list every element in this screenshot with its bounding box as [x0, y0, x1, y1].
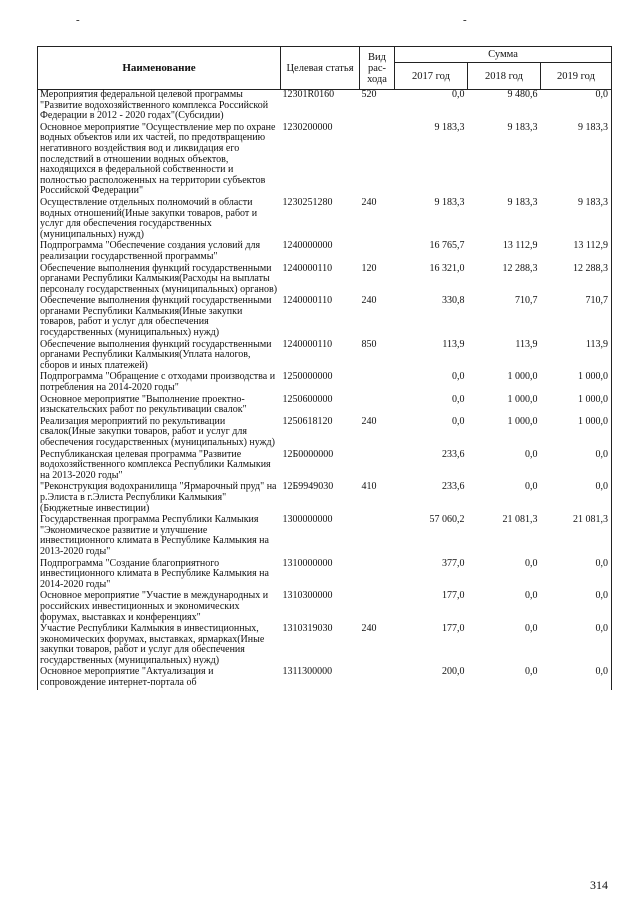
row-name: Осуществление отдельных полномочий в области водных отношений(Иные закупки товаров, работ и услуг для обеспечения государственных (муниципальных) нужд)	[38, 198, 281, 241]
header-name: Наименование	[38, 47, 281, 90]
row-target: 1310300000	[282, 590, 333, 602]
row-name: Участие Республики Калмыкия в инвестиционных, экономических форумах, выставках, ярмарках(Иные закупки товаров, работ и услуг для обеспечения государственных (муниципальных) нужд)	[38, 624, 281, 667]
row-vid: 520	[361, 89, 377, 100]
row-amount-2017: 233,6	[442, 481, 465, 493]
table-row	[38, 450, 612, 483]
header-year-2019: 2019 год	[541, 63, 612, 90]
row-amount-2018: 0,0	[525, 557, 538, 569]
row-amount-2017: 177,0	[442, 590, 465, 602]
row-target: 1311300000	[282, 666, 333, 678]
row-target: 12Б9949030	[282, 481, 334, 493]
row-amount-2018: 1 000,0	[507, 415, 538, 427]
row-vid: 120	[361, 262, 377, 274]
top-mark-right: -	[463, 14, 467, 26]
row-vid	[360, 559, 395, 592]
row-amount-2018: 0,0	[525, 590, 538, 602]
row-name: Реализация мероприятий по рекультивации свалок(Иные закупки товаров, работ и услуг для обеспечения государственных (муниципальных) нужд)	[38, 417, 281, 450]
row-name: Основное мероприятие "Актуализация и сопровождение интернет-портала об	[38, 667, 281, 689]
row-amount-2019: 0,0	[541, 482, 612, 515]
row-name: Обеспечение выполнения функций государственными органами Республики Калмыкия(Иные закупки товаров, работ и услуг для обеспечения государственных (муниципальных) нужд)	[38, 296, 281, 339]
row-amount-2017: 177,0	[442, 623, 465, 635]
row-amount-2017: 0,0	[452, 89, 465, 100]
row-amount-2017: 0,0	[452, 393, 465, 405]
row-vid	[360, 667, 395, 689]
page-number: 314	[590, 878, 608, 892]
row-target: 1230251280	[282, 196, 333, 208]
row-name: Основное мероприятие "Участие в международных и российских инвестиционных и экономических форумах, выставках и конференциях"	[38, 591, 281, 624]
row-name: "Реконструкция водохранилища "Ярмарочный пруд" на р.Элиста в г.Элиста Республики Калмыкия"(Бюджетные инвестиции)	[38, 482, 281, 515]
row-amount-2018: 0,0	[525, 448, 538, 460]
row-amount-2017: 9 183,3	[434, 196, 465, 208]
table-row	[38, 340, 612, 373]
table-body	[38, 90, 612, 690]
row-amount-2019: 1 000,0	[541, 372, 612, 394]
table-row	[38, 296, 612, 339]
table-row	[38, 198, 612, 241]
row-target: 1230200000	[282, 121, 333, 133]
row-amount-2019: 1 000,0	[541, 417, 612, 450]
table-row	[38, 123, 612, 198]
row-target: 12Б0000000	[282, 448, 334, 460]
row-amount-2019: 0,0	[541, 591, 612, 624]
row-amount-2018: 113,9	[515, 338, 538, 350]
header-vid: Вид рас-хода	[360, 47, 395, 90]
row-amount-2017: 16 765,7	[429, 240, 465, 252]
row-name: Республиканская целевая программа "Развитие водохозяйственного комплекса Республики Калмыкия на 2013-2020 годы"	[38, 450, 281, 483]
row-amount-2019: 21 081,3	[541, 515, 612, 558]
row-amount-2017: 0,0	[452, 415, 465, 427]
top-mark-left: -	[76, 14, 80, 26]
row-amount-2017: 233,6	[442, 448, 465, 460]
row-amount-2018: 12 288,3	[502, 262, 538, 274]
row-amount-2017: 113,9	[442, 338, 465, 350]
row-amount-2018: 9 183,3	[507, 196, 538, 208]
row-amount-2019: 710,7	[541, 296, 612, 339]
row-name: Основное мероприятие "Выполнение проектно-изыскательских работ по рекультивации свалок"	[38, 395, 281, 417]
row-amount-2018: 0,0	[525, 623, 538, 635]
table-row	[38, 482, 612, 515]
row-vid: 240	[361, 623, 377, 635]
table-row	[38, 515, 612, 558]
row-name: Подпрограмма "Создание благоприятного инвестиционного климата в Республике Калмыкия на 2014-2020 годы"	[38, 559, 281, 592]
row-amount-2018: 0,0	[525, 481, 538, 493]
row-vid	[360, 450, 395, 483]
table-row	[38, 90, 612, 123]
table-row	[38, 264, 612, 297]
table-row	[38, 667, 612, 689]
header-sum: Сумма	[395, 47, 612, 63]
table-row	[38, 241, 612, 263]
table-row	[38, 417, 612, 450]
row-vid: 850	[361, 338, 377, 350]
row-name: Обеспечение выполнения функций государственными органами Республики Калмыкия(Уплата налогов, сборов и иных платежей)	[38, 340, 281, 373]
row-amount-2019: 9 183,3	[541, 123, 612, 198]
row-amount-2017: 16 321,0	[429, 262, 465, 274]
row-amount-2018: 1 000,0	[507, 393, 538, 405]
row-target: 1240000110	[282, 295, 333, 307]
header-year-2017: 2017 год	[395, 63, 468, 90]
row-name: Мероприятия федеральной целевой программы "Развитие водохозяйственного комплекса Российской Федерации в 2012 - 2020 годах"(Субсидии)	[38, 90, 281, 123]
row-amount-2017: 200,0	[442, 666, 465, 678]
row-amount-2017: 377,0	[442, 557, 465, 569]
budget-table	[37, 46, 612, 690]
row-vid	[360, 241, 395, 263]
row-target: 1310319030	[282, 623, 333, 635]
row-target: 1310000000	[282, 557, 333, 569]
row-vid	[360, 395, 395, 417]
row-vid	[360, 591, 395, 624]
table-row	[38, 372, 612, 394]
row-amount-2019: 0,0	[541, 90, 612, 123]
row-vid	[360, 515, 395, 558]
row-amount-2019: 12 288,3	[541, 264, 612, 297]
row-amount-2017: 57 060,2	[429, 514, 465, 526]
row-vid: 240	[361, 196, 377, 208]
row-amount-2017: 0,0	[452, 371, 465, 383]
row-amount-2019: 13 112,9	[541, 241, 612, 263]
row-target: 1240000110	[282, 262, 333, 274]
row-amount-2018: 9 480,6	[507, 89, 538, 100]
row-vid: 240	[361, 415, 377, 427]
row-target: 1250000000	[282, 371, 333, 383]
header-target: Целевая статья	[281, 47, 360, 90]
row-amount-2019: 9 183,3	[541, 198, 612, 241]
row-amount-2018: 13 112,9	[502, 240, 538, 252]
table-row	[38, 624, 612, 667]
row-name: Подпрограмма "Обеспечение создания условий для реализации государственной программы"	[38, 241, 281, 263]
row-amount-2017: 330,8	[442, 295, 465, 307]
row-amount-2019: 0,0	[541, 667, 612, 689]
row-amount-2017: 9 183,3	[434, 121, 465, 133]
row-vid	[360, 123, 395, 198]
row-target: 1250618120	[282, 415, 333, 427]
row-name: Подпрограмма "Обращение с отходами производства и потребления на 2014-2020 годы"	[38, 372, 281, 394]
row-amount-2018: 710,7	[515, 295, 538, 307]
row-target: 1250600000	[282, 393, 333, 405]
row-amount-2018: 21 081,3	[502, 514, 538, 526]
row-amount-2018: 0,0	[525, 666, 538, 678]
row-amount-2018: 9 183,3	[507, 121, 538, 133]
table-header	[38, 47, 612, 90]
row-name: Обеспечение выполнения функций государственными органами Республики Калмыкия(Расходы на выплаты персоналу государственных (муниципальных) органов)	[38, 264, 281, 297]
header-year-2018: 2018 год	[468, 63, 541, 90]
row-target: 1300000000	[282, 514, 333, 526]
row-amount-2019: 1 000,0	[541, 395, 612, 417]
row-target: 1240000000	[282, 240, 333, 252]
row-amount-2019: 0,0	[541, 450, 612, 483]
row-amount-2019: 0,0	[541, 624, 612, 667]
row-amount-2019: 0,0	[541, 559, 612, 592]
row-name: Основное мероприятие "Осуществление мер по охране водных объектов или их частей, по предотвращению негативного воздействия вод и ликвидация его последствий в отношении водных объектов, находящихся в федеральной собственности и полностью расположенных на территории субъектов Российской Федерации"	[38, 123, 281, 198]
row-name: Государственная программа Республики Калмыкия "Экономическое развитие и улучшение инвестиционного климата в Республике Калмыкия на 2013-2020 годы"	[38, 515, 281, 558]
row-vid: 240	[361, 295, 377, 307]
row-vid: 410	[361, 481, 377, 493]
row-target: 12301R0160	[282, 89, 335, 100]
row-amount-2019: 113,9	[541, 340, 612, 373]
row-target: 1240000110	[282, 338, 333, 350]
table-row	[38, 591, 612, 624]
table-row	[38, 395, 612, 417]
row-vid	[360, 372, 395, 394]
table-row	[38, 559, 612, 592]
row-amount-2018: 1 000,0	[507, 371, 538, 383]
